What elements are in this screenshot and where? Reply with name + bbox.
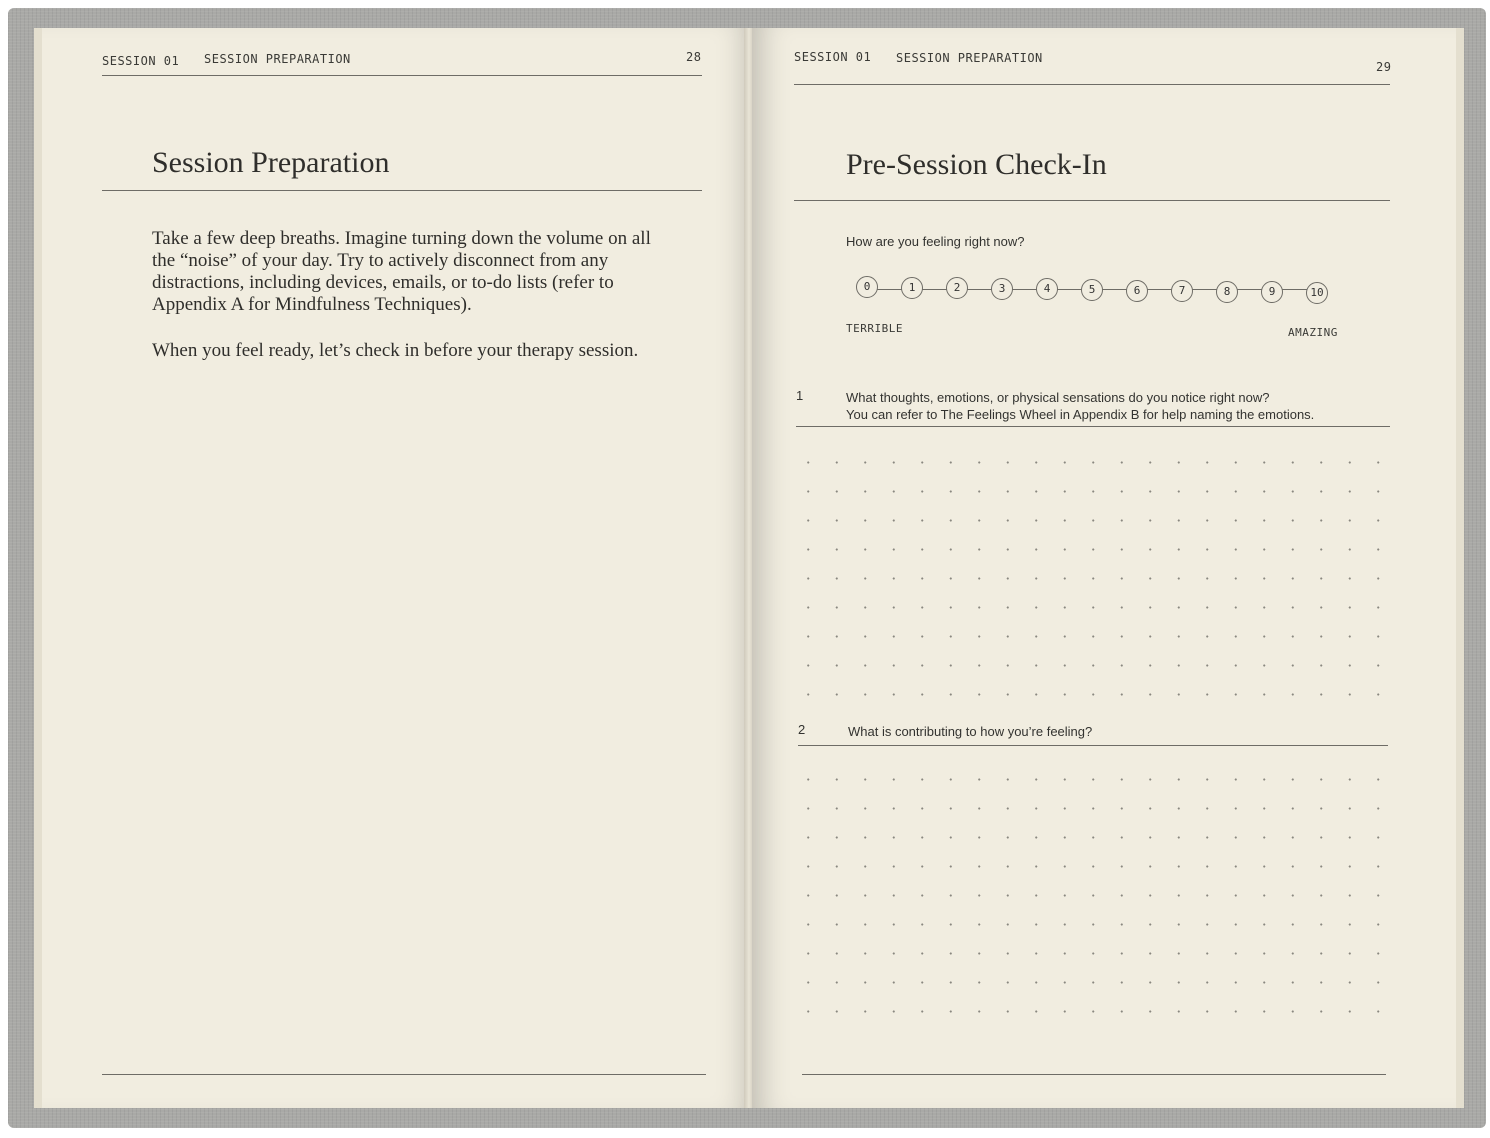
left-header-session: SESSION 01 xyxy=(102,54,180,68)
right-page-title: Pre-Session Check-In xyxy=(846,148,1107,181)
right-footer-rule xyxy=(802,1074,1386,1075)
q1-subtext: You can refer to The Feelings Wheel in Appendix B for help naming the emotions. xyxy=(846,407,1315,422)
scale-option-10[interactable]: 10 xyxy=(1306,282,1328,304)
right-title-rule xyxy=(794,200,1390,201)
left-page xyxy=(34,28,754,1108)
left-header-rule xyxy=(102,75,702,76)
right-header-rule xyxy=(794,84,1390,85)
scale-option-6[interactable]: 6 xyxy=(1126,280,1148,302)
right-header-session: SESSION 01 xyxy=(794,50,872,64)
right-page-number: 29 xyxy=(1376,60,1392,74)
q1-text: What thoughts, emotions, or physical sensations do you notice right now? xyxy=(846,390,1270,405)
q1-dot-grid-answer-area[interactable] xyxy=(794,448,1394,706)
scale-option-0[interactable]: 0 xyxy=(856,276,878,298)
left-title-rule xyxy=(102,190,702,191)
right-page xyxy=(752,28,1464,1108)
q2-rule xyxy=(798,745,1388,746)
scale-question: How are you feeling right now? xyxy=(846,234,1025,249)
scale-option-7[interactable]: 7 xyxy=(1171,280,1193,302)
right-header-section: SESSION PREPARATION xyxy=(896,51,1043,65)
q1-rule xyxy=(796,426,1390,427)
q2-text: What is contributing to how you’re feeling? xyxy=(848,724,1093,739)
scale-option-3[interactable]: 3 xyxy=(991,278,1013,300)
left-paragraph-1: Take a few deep breaths. Imagine turning down the volume on all the “noise” of your day. Try to actively disconnect from any distractions, including devices, emails, or to-do lists (refer to Appendix A for Mindfulness Techniques). xyxy=(152,228,651,315)
q1-number: 1 xyxy=(796,388,804,403)
left-footer-rule xyxy=(102,1074,706,1075)
scale-option-5[interactable]: 5 xyxy=(1081,279,1103,301)
scale-option-1[interactable]: 1 xyxy=(901,277,923,299)
scale-option-9[interactable]: 9 xyxy=(1261,281,1283,303)
left-page-number: 28 xyxy=(686,50,702,64)
scale-option-8[interactable]: 8 xyxy=(1216,281,1238,303)
scale-option-4[interactable]: 4 xyxy=(1036,278,1058,300)
q2-number: 2 xyxy=(798,722,806,737)
scale-high-label: AMAZING xyxy=(1288,326,1338,339)
left-header-section: SESSION PREPARATION xyxy=(204,52,351,66)
q2-dot-grid-answer-area[interactable] xyxy=(794,765,1394,1023)
left-page-title: Session Preparation xyxy=(152,146,390,179)
left-paragraph-2: When you feel ready, let’s check in before your therapy session. xyxy=(152,340,639,361)
scale-option-2[interactable]: 2 xyxy=(946,277,968,299)
scale-low-label: TERRIBLE xyxy=(846,322,903,335)
